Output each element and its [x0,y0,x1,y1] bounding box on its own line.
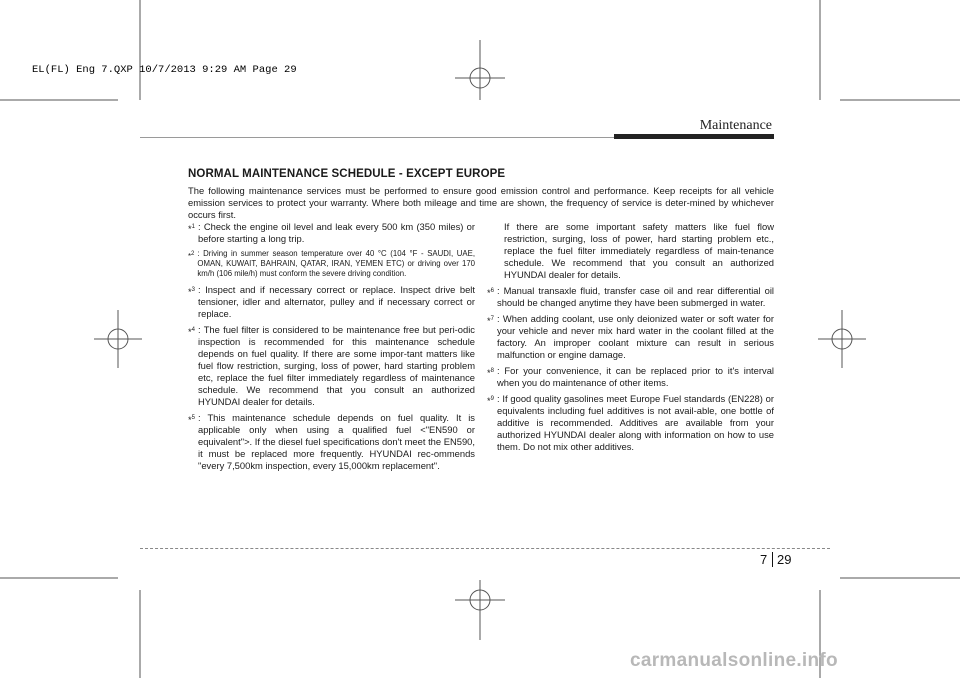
footnote-marker: *$^6$ [487,287,494,298]
footnote-marker: *$^3$ [188,285,195,297]
footnote-1 [188,221,475,245]
footnote-text: : Check the engine oil level and leak every 500 km (350 miles) or before starting a long trip. [198,221,475,244]
footnote-text: : When adding coolant, use only deionized water or soft water for your vehicle and never mix hard water in the coolant filled at the factory. An improper coolant mixture can result in serious malfunction or engine damage. [497,313,774,360]
notes-column-left [188,221,475,476]
header-rule [140,137,615,138]
footnote-marker: *$^1$ [188,223,195,234]
registration-mark-bottom [455,580,505,640]
registration-mark-top [455,40,505,100]
footer-rule [140,548,830,549]
footnote-marker: *$^4$ [188,325,195,337]
footnote-5-continued: If there are some important safety matters like fuel flow restriction, surging, loss of power, hard starting problem etc., replace the fuel filter immediately regardless of main-tenance schedule. We recommend that you consult an authorized HYUNDAI dealer for details. [504,221,774,280]
footnote-marker: *$^8$ [487,367,494,378]
footnote-text: : Inspect and if necessary correct or replace. Inspect drive belt tensioner, idler and alternator, pulley and if necessary correct or replace. [198,283,475,319]
section-title: Maintenance [699,118,772,133]
footnote-5 [188,412,475,472]
footnote-text: : The fuel filter is considered to be maintenance free but peri-odic inspection is recommended for this maintenance schedule depends on fuel quality. If there are some impor-tant matters like fuel flow restriction, surging, loss of power, hard starting problem etc, replace the fuel filter immediately regardless of maintenance schedule. We recommend that you consult an authorized HYUNDAI dealer for details. [198,323,475,407]
watermark: carmanualsonline.info [630,650,838,671]
footnote-2 [188,249,475,280]
notes-column-right [487,221,774,457]
footnote-marker: *$^5$ [188,413,195,425]
footnote-text: : This maintenance schedule depends on fuel quality. It is applicable only when using a qualified fuel <"EN590 or equivalent">. If the diesel fuel specifications don't meet the EN590, it must be replaced more frequently. HYUNDAI rec-ommends "every 7,500km inspection, every 15,000km replacement". [198,411,475,471]
footnote-7 [487,313,774,361]
footnote-text: : If good quality gasolines meet Europe Fuel standards (EN228) or equivalents including fuel additives is not avail-able, one bottle of additive is recommended. Additives are available from your authorized HYUNDAI dealer along with information on how to use them. Do not mix other additives. [497,393,774,452]
footnote-text: : Driving in summer season temperature over 40 °C (104 °F - SAUDI, UAE, OMAN, KUWAIT, BAHRAIN, QATAR, IRAN, YEMEN ETC) or driving over 170 km/h (106 mile/h) must conform the severe driving condition. [197,249,475,279]
footnote-marker: *$^7$ [487,315,494,326]
chapter-number: 7 [760,552,768,567]
footnote-9 [487,393,774,453]
page-number-separator [772,552,773,567]
footnote-marker: *$^2$ [188,251,195,261]
footnote-text: : Manual transaxle fluid, transfer case oil and rear differential oil should be changed anytime they have been submerged in water. [497,285,774,308]
intro-paragraph: The following maintenance services must be performed to ensure good emission control and performance. Keep receipts for all vehicle emission services to protect your warranty. Where both mileage and time are shown, the frequency of service is deter-mined by whichever occurs first. [188,185,774,220]
footnote-4 [188,324,475,408]
header-rule-accent [614,134,774,139]
footnote-6 [487,285,774,309]
page-number: 29 [777,552,792,567]
registration-mark-left [94,310,142,368]
footnote-text: : For your convenience, it can be replaced prior to it's interval when you do maintenance of other items. [497,365,774,388]
footnote-marker: *$^9$ [487,395,494,406]
footnote-3 [188,284,475,320]
page-heading: NORMAL MAINTENANCE SCHEDULE - EXCEPT EUROPE [188,168,506,180]
registration-mark-right [818,310,866,368]
print-slug: EL(FL) Eng 7.QXP 10/7/2013 9:29 AM Page 29 [32,64,297,76]
footnote-8 [487,365,774,389]
